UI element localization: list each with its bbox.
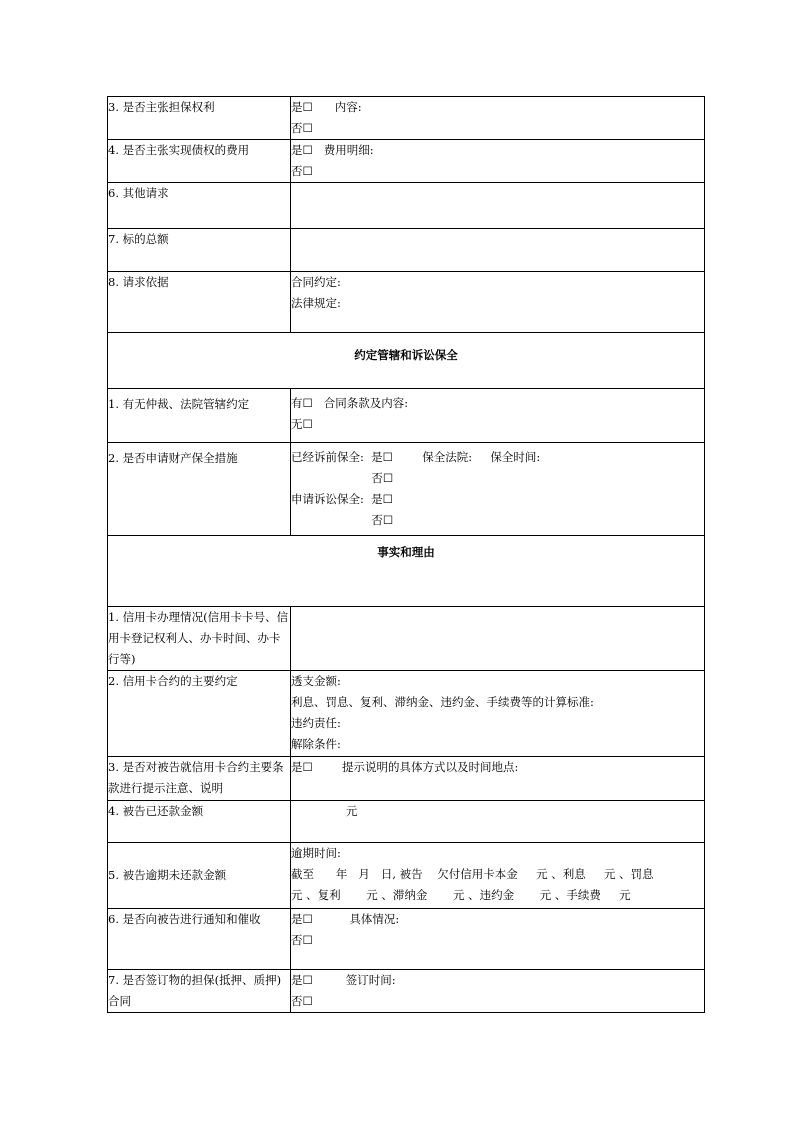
row-repaid-amount: [108, 801, 705, 843]
row-value[interactable]: [291, 97, 705, 140]
pre-litigation-yes: 已经诉前保全: 是☐ 保全法院: 保全时间:: [291, 450, 541, 464]
row-value-empty[interactable]: [291, 607, 705, 671]
row-value[interactable]: [291, 801, 705, 843]
option-no: 否☐: [291, 994, 313, 1008]
row-card-agreement: [108, 671, 705, 757]
row-value[interactable]: [291, 671, 705, 757]
row-other-requests: [108, 183, 705, 229]
claim-form-table: [107, 96, 705, 1013]
option-yes: 是☐ 具体情况:: [291, 912, 400, 926]
calculation-standard: 利息、罚息、复利、滞纳金、违约金、手续费等的计算标准:: [291, 695, 594, 709]
row-arbitration-agreement: [108, 389, 705, 443]
termination-conditions: 解除条件:: [291, 737, 341, 751]
section-jurisdiction: [108, 333, 705, 389]
option-yes: 是☐ 费用明细:: [291, 143, 374, 157]
section-title: 事实和理由: [108, 536, 705, 607]
overdue-time: 逾期时间:: [291, 846, 341, 860]
row-label: 5. 被告逾期未还款金额: [108, 843, 291, 909]
row-label: 3. 是否主张担保权利: [108, 97, 291, 140]
contract-agreement: 合同约定:: [291, 275, 341, 289]
row-value[interactable]: [291, 909, 705, 970]
row-label: 6. 是否向被告进行通知和催收: [108, 909, 291, 970]
row-label: 2. 是否申请财产保全措施: [108, 443, 291, 536]
row-claim-expenses: [108, 140, 705, 183]
row-label: 2. 信用卡合约的主要约定: [108, 671, 291, 757]
row-property-preservation: [108, 443, 705, 536]
row-label: 4. 被告已还款金额: [108, 801, 291, 843]
row-label: 7. 是否签订物的担保(抵押、质押)合同: [108, 970, 291, 1013]
row-value[interactable]: [291, 757, 705, 801]
row-label: 3. 是否对被告就信用卡合约主要条款进行提示注意、说明: [108, 757, 291, 801]
row-total-amount: [108, 229, 705, 272]
litigation-preservation-no: 否☐: [291, 513, 394, 527]
row-notice-collection: [108, 909, 705, 970]
row-value[interactable]: [291, 970, 705, 1013]
row-collateral-contract: [108, 970, 705, 1013]
overdue-breakdown-1: 截至 年 月 日, 被告 欠付信用卡本金 元 、利息 元 、罚息: [291, 867, 654, 881]
row-claim-basis: [108, 272, 705, 333]
row-security-right: [108, 97, 705, 140]
legal-provision: 法律规定:: [291, 296, 341, 310]
row-value-empty[interactable]: [291, 183, 705, 229]
default-liability: 违约责任:: [291, 716, 341, 730]
row-value[interactable]: [291, 389, 705, 443]
option-no: 否☐: [291, 164, 313, 178]
row-overdue-amount: [108, 843, 705, 909]
pre-litigation-no: 否☐: [291, 471, 394, 485]
row-card-application: [108, 607, 705, 671]
row-label: 8. 请求依据: [108, 272, 291, 333]
row-value[interactable]: [291, 843, 705, 909]
row-value[interactable]: [291, 272, 705, 333]
row-label: 1. 信用卡办理情况(信用卡卡号、信用卡登记权利人、办卡时间、办卡行等): [108, 607, 291, 671]
overdraft-amount: 透支金额:: [291, 674, 341, 688]
row-label: 7. 标的总额: [108, 229, 291, 272]
row-value[interactable]: [291, 140, 705, 183]
row-value[interactable]: [291, 443, 705, 536]
litigation-preservation-yes: 申请诉讼保全: 是☐: [291, 492, 393, 506]
overdue-breakdown-2: 元 、复利 元 、滞纳金 元 、违约金 元 、手续费 元: [291, 888, 631, 902]
row-terms-notice: [108, 757, 705, 801]
row-label: 4. 是否主张实现债权的费用: [108, 140, 291, 183]
section-title: 约定管辖和诉讼保全: [108, 333, 705, 389]
option-yes: 是☐ 提示说明的具体方式以及时间地点:: [291, 760, 519, 774]
row-value-empty[interactable]: [291, 229, 705, 272]
option-none: 无☐: [291, 417, 313, 431]
row-label: 6. 其他请求: [108, 183, 291, 229]
option-no: 否☐: [291, 933, 313, 947]
amount-unit: 元: [291, 804, 358, 818]
section-facts: [108, 536, 705, 607]
option-yes: 是☐ 内容:: [291, 100, 362, 114]
row-label: 1. 有无仲裁、法院管辖约定: [108, 389, 291, 443]
option-no: 否☐: [291, 121, 313, 135]
option-has: 有☐ 合同条款及内容:: [291, 396, 409, 410]
option-yes: 是☐ 签订时间:: [291, 973, 396, 987]
